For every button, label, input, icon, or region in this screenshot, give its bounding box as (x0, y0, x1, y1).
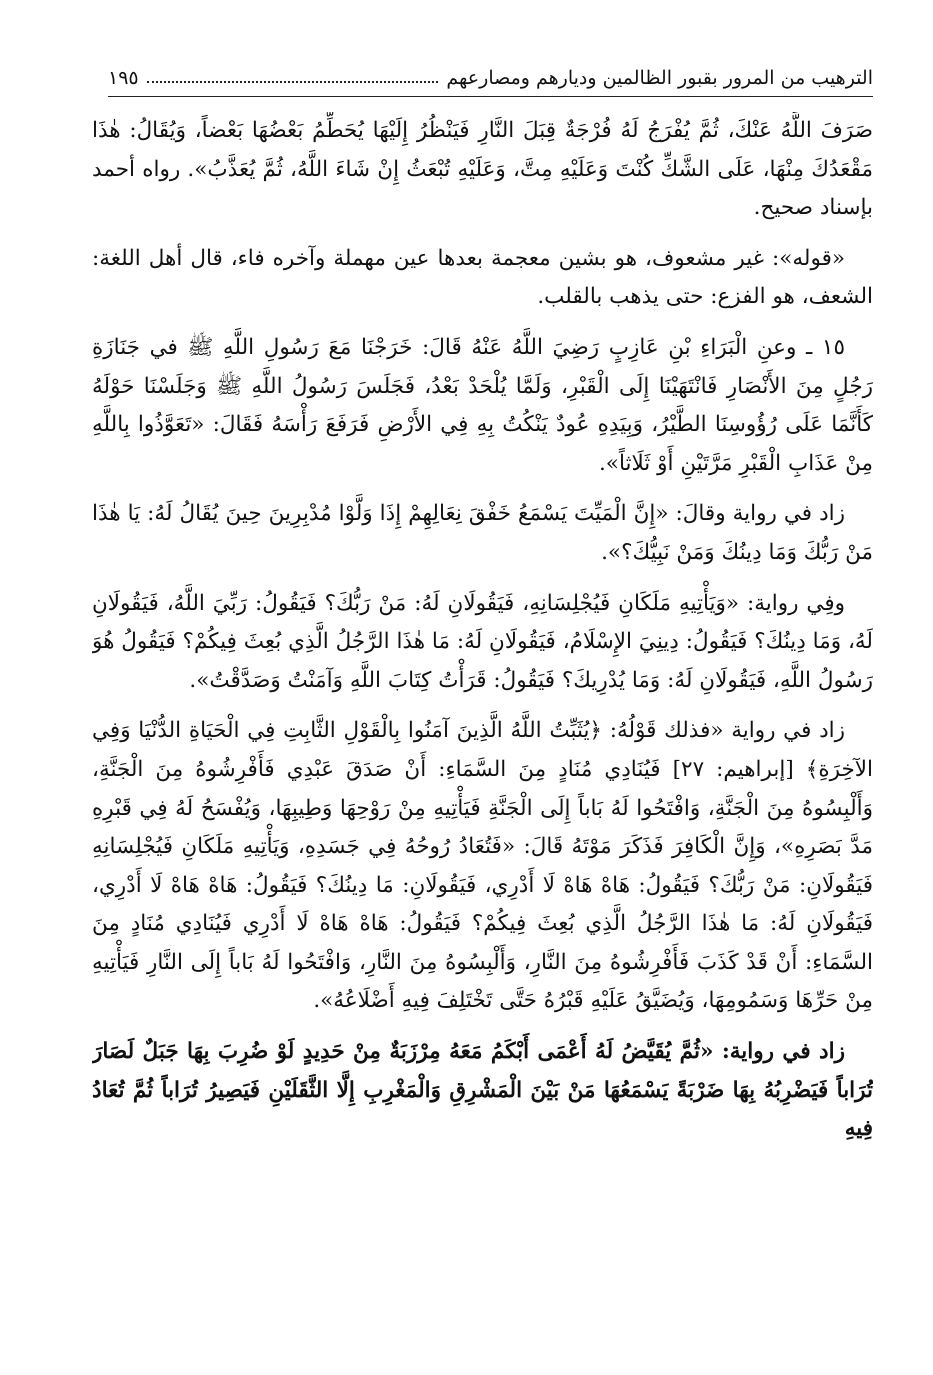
dotted-leader (147, 81, 439, 83)
page-number: ١٩٥ (108, 67, 139, 89)
paragraph-gloss: «قوله»: غير مشعوف، هو بشين معجمة بعدها عين مهملة وآخره فاء، قال أهل اللغة: الشعف، هو الفزع: حتى يذهب بالقلب. (92, 245, 873, 310)
paragraph-narration-4: زاد في رواية: «ثُمَّ يُقَيَّضُ لَهُ أَعْمَى أَبْكَمُ مَعَهُ مِرْزَبَةٌ مِنْ حَدِيدٍ لَوْ ضُرِبَ بِهَا جَبَلٌ لَصَارَ تُرَاباً فَيَضْرِبُهُ بِهَا ضَرْبَةً يَسْمَعُهَا مَنْ بَيْنَ الْمَشْرِقِ وَالْمَغْرِبِ إِلَّا الثَّقَلَيْنِ فَيَصِيرُ تُرَاباً ثُمَّ تُعَادُ فِيهِ (92, 1039, 873, 1142)
paragraph-continuation: صَرَفَ اللَّهُ عَنْكَ، ثُمَّ يُفْرَجُ لَهُ فُرْجَةٌ قِبَلَ النَّارِ فَيَنْظُرُ إِلَيْهَا يُحَطِّمُ بَعْضُهَا بَعْضاً، وَيُقَالُ: هٰذَا مَقْعَدُكَ مِنْهَا، عَلَى الشَّكِّ كُنْتَ وَعَلَيْهِ مِتَّ، وَعَلَيْهِ تُبْعَثُ إِنْ شَاءَ اللَّهُ، ثُمَّ يُعَذَّبُ». رواه أحمد بإسناد صحيح. (92, 118, 873, 221)
header-rule (108, 96, 873, 97)
page-body (92, 112, 873, 1362)
paragraph-narration-2: وفِي رواية: «وَيَأْتِيهِ مَلَكَانِ فَيُجْلِسَانِهِ، فَيَقُولَانِ لَهُ: مَنْ رَبُّكَ؟ فَيَقُولُ: رَبِّيَ اللَّهُ، فَيَقُولَانِ لَهُ، وَمَا دِينُكَ؟ فَيَقُولُ: دِينِيَ الإِسْلَامُ، فَيَقُولَانِ لَهُ: مَا هٰذَا الرَّجُلُ الَّذِي بُعِثَ فِيكُمْ؟ فَيَقُولُ هُوَ رَسُولُ اللَّهِ، فَيَقُولَانِ لَهُ: وَمَا يُدْرِيكَ؟ فَيَقُولُ: قَرَأْتُ كِتَابَ اللَّهِ وَآمَنْتُ وَصَدَّقْتُ». (92, 590, 873, 693)
paragraph-narration-3: زاد في رواية «فذلك قَوْلُهُ: ﴿يُثَبِّتُ اللَّهُ الَّذِينَ آمَنُوا بِالْقَوْلِ الثَّابِتِ فِي الْحَيَاةِ الدُّنْيَا وَفِي الآخِرَةِ﴾ [إبراهيم: ٢٧] فَيُنَادِي مُنَادٍ مِنَ السَّمَاءِ: أَنْ صَدَقَ عَبْدِي فَأَفْرِشُوهُ مِنَ الْجَنَّةِ، وَأَلْبِسُوهُ مِنَ الْجَنَّةِ، وَافْتَحُوا لَهُ بَاباً إِلَى الْجَنَّةِ فَيَأْتِيهِ مِنْ رَوْحِهَا وَطِيبِهَا، وَيُفْسَحُ لَهُ فِي قَبْرِهِ مَدَّ بَصَرِهِ»، وَإِنَّ الْكَافِرَ فَذَكَرَ مَوْتَهُ قَالَ: «فَتُعَادُ رُوحُهُ فِي جَسَدِهِ، وَيَأْتِيهِ مَلَكَانِ فَيُجْلِسَانِهِ فَيَقُولَانِ: مَنْ رَبُّكَ؟ فَيَقُولُ: هَاهْ هَاهْ لَا أَدْرِي، فَيَقُولَانِ: مَا دِينُكَ؟ فَيَقُولُ: هَاهْ هَاهْ لَا أَدْرِي، فَيَقُولَانِ لَهُ: مَا هٰذَا الرَّجُلُ الَّذِي بُعِثَ فِيكُمْ؟ فَيَقُولُ: هَاهْ هَاهْ لَا أَدْرِي فَيُنَادِي مُنَادٍ مِنَ السَّمَاءِ: أَنْ قَدْ كَذَبَ فَأَفْرِشُوهُ مِنَ النَّارِ، وَأَلْبِسُوهُ مِنَ النَّارِ، وَافْتَحُوا لَهُ بَاباً إِلَى النَّارِ فَيَأْتِيهِ مِنْ حَرِّهَا وَسَمُومِهَا، وَيُضَيَّقُ عَلَيْهِ قَبْرُهُ حَتَّى تَخْتَلِفَ فِيهِ أَضْلَاعُهُ». (92, 718, 873, 1014)
page-header (108, 62, 873, 94)
paragraph-hadith-15: ١٥ ـ وعنِ الْبَرَاءِ بْنِ عَازِبٍ رَضِيَ اللَّهُ عَنْهُ قَالَ: خَرَجْنَا مَعَ رَسُولِ اللَّهِ ﷺ في جَنَازَةِ رَجُلٍ مِنَ الأَنْصَارِ فَانْتَهَيْنَا إِلَى الْقَبْرِ، وَلَمَّا يُلْحَدْ بَعْدُ، فَجَلَسَ رَسُولُ اللَّهِ ﷺ وَجَلَسْنَا حَوْلَهُ كَأَنَّمَا عَلَى رُؤُوسِنَا الطَّيْرُ، وَبِيَدِهِ عُودٌ يَنْكُتُ بِهِ فِي الأَرْضِ فَرَفَعَ رَأْسَهُ فَقَالَ: «تَعَوَّذُوا بِاللَّهِ مِنْ عَذَابِ الْقَبْرِ مَرَّتَيْنِ أَوْ ثَلَاثاً». (92, 334, 873, 476)
running-title: الترهيب من المرور بقبور الظالمين وديارهم ومصارعهم (446, 67, 873, 89)
paragraph-narration-1: زاد في رواية وقالَ: «إِنَّ الْمَيِّتَ يَسْمَعُ خَفْقَ نِعَالِهِمْ إِذَا وَلَّوْا مُدْبِرِينَ حِينَ يُقَالُ لَهُ: يَا هٰذَا مَنْ رَبُّكَ وَمَا دِينُكَ وَمَنْ نَبِيُّكَ؟». (92, 501, 873, 565)
